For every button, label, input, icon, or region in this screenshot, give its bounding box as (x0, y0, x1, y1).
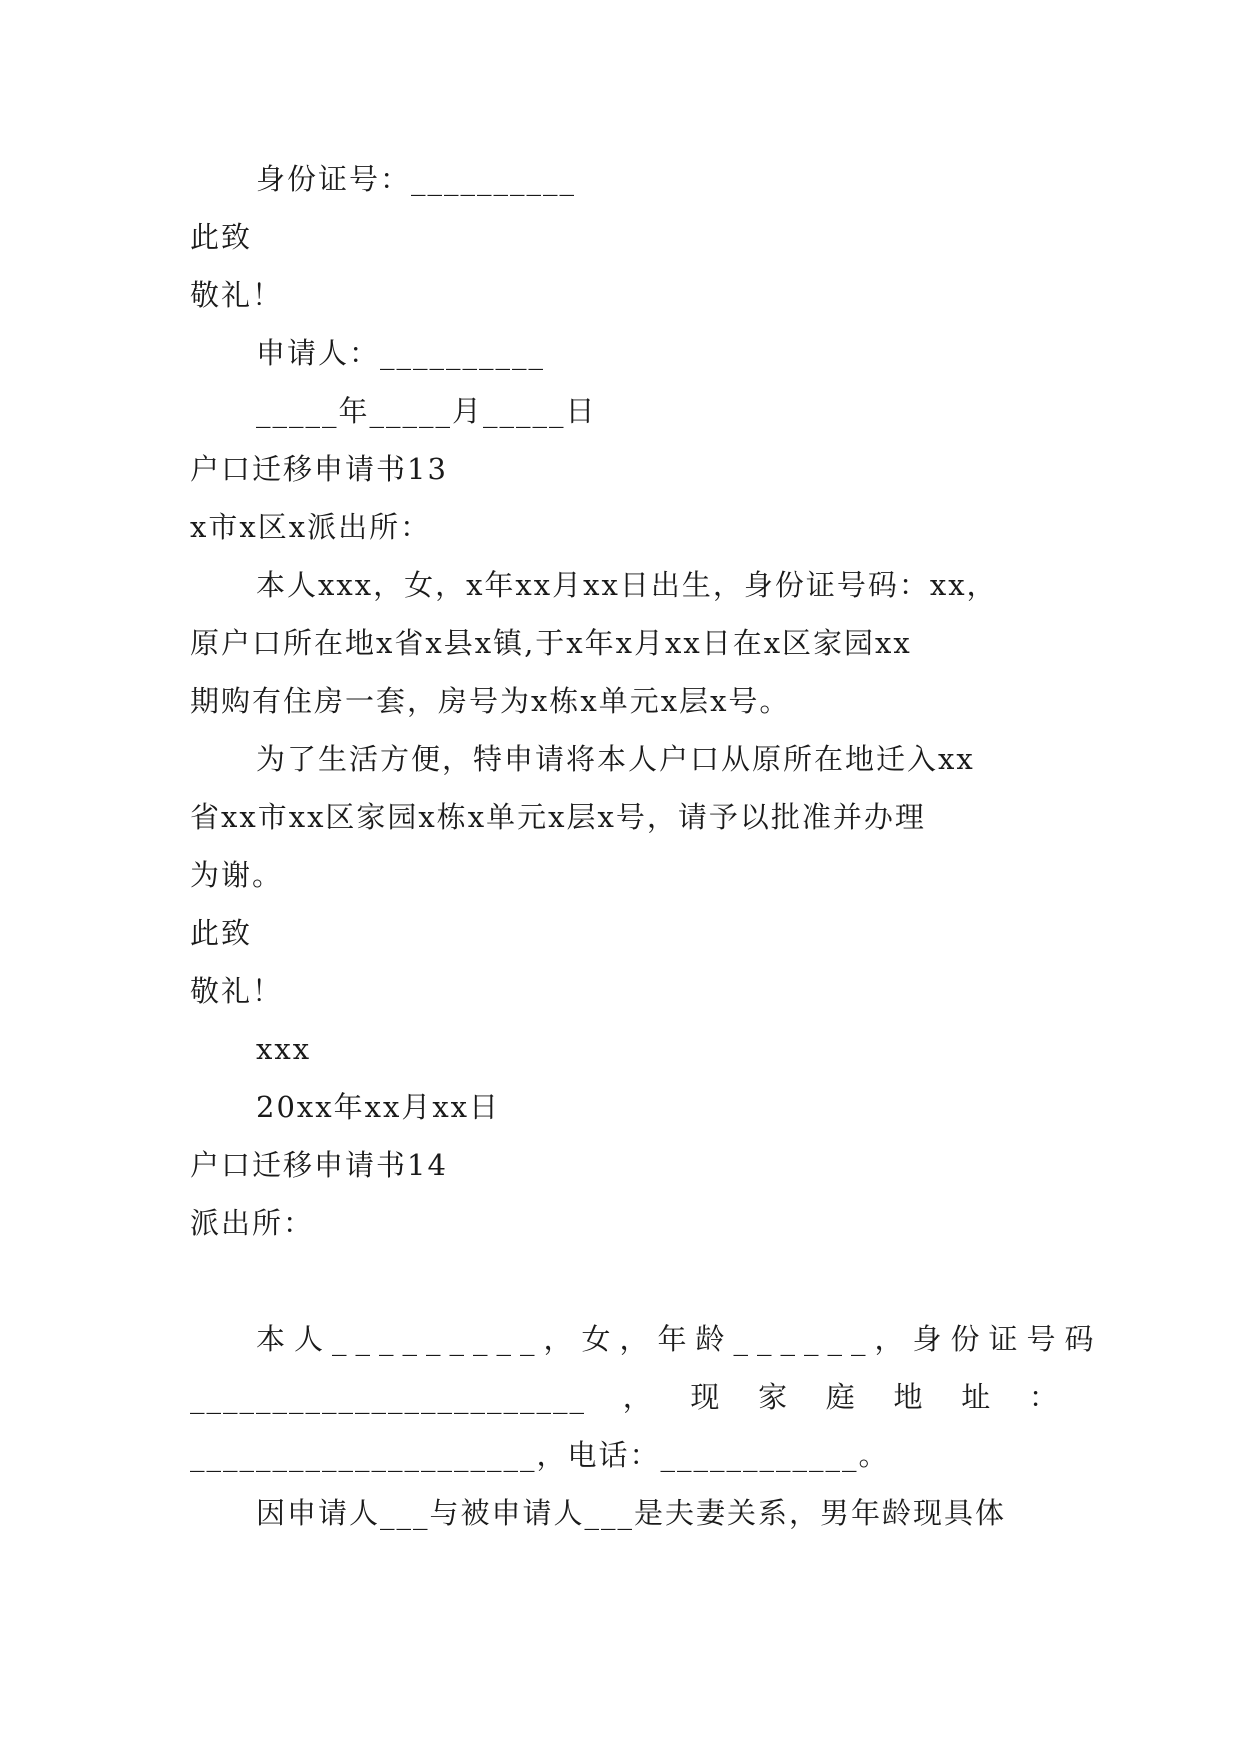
document-page (190, 150, 1103, 1542)
body-13-line-5: 省xx市xx区家园x栋x单元x层x号，请予以批准并办理 (190, 800, 926, 834)
id-number-line: 身份证号：__________ (256, 162, 577, 196)
char-ting: 庭 (825, 1380, 857, 1414)
char-jia: 家 (758, 1380, 790, 1414)
date-13: 20xx年xx月xx日 (256, 1090, 501, 1124)
colon: ： (1028, 1380, 1060, 1414)
section-title-13: 户口迁移申请书13 (190, 452, 448, 486)
char-di: 地 (893, 1380, 925, 1414)
body-14-line-4: 因申请人___与被申请人___是夫妻关系，男年龄现具体 (256, 1496, 1007, 1530)
comma: ， (622, 1380, 654, 1414)
blank-id-number: ________________________ (190, 1380, 586, 1414)
salutation-jingli-13: 敬礼！ (190, 974, 284, 1008)
blank-gap (190, 1252, 1060, 1310)
section-title-14: 户口迁移申请书14 (190, 1148, 448, 1182)
body-13-line-3: 期购有住房一套，房号为x栋x单元x层x号。 (190, 684, 791, 718)
body-14-line-3: _____________________，电话：____________。 (190, 1438, 890, 1472)
char-zhi: 址 (961, 1380, 993, 1414)
salutation-cizhi: 此致 (190, 220, 253, 254)
body-13-line-2: 原户口所在地x省x县x镇,于x年x月xx日在x区家园xx (190, 626, 912, 660)
addressee-14: 派出所： (190, 1206, 315, 1240)
body-14-line-1: 本人_________，女，年龄______，身份证号码 (256, 1322, 1103, 1356)
char-xian: 现 (690, 1380, 722, 1414)
body-13-line-4: 为了生活方便，特申请将本人户口从原所在地迁入xx (256, 742, 975, 776)
body-13-line-1: 本人xxx，女，x年xx月xx日出生，身份证号码：xx， (256, 568, 998, 602)
salutation-cizhi-13: 此致 (190, 916, 253, 950)
applicant-line: 申请人：__________ (256, 336, 546, 370)
date-line: _____年_____月_____日 (256, 394, 597, 428)
body-14-line-2 (190, 1368, 1060, 1426)
addressee-13: x市x区x派出所： (190, 510, 432, 544)
body-13-line-6: 为谢。 (190, 858, 284, 892)
signature-13: xxx (256, 1032, 312, 1066)
salutation-jingli: 敬礼！ (190, 278, 284, 312)
